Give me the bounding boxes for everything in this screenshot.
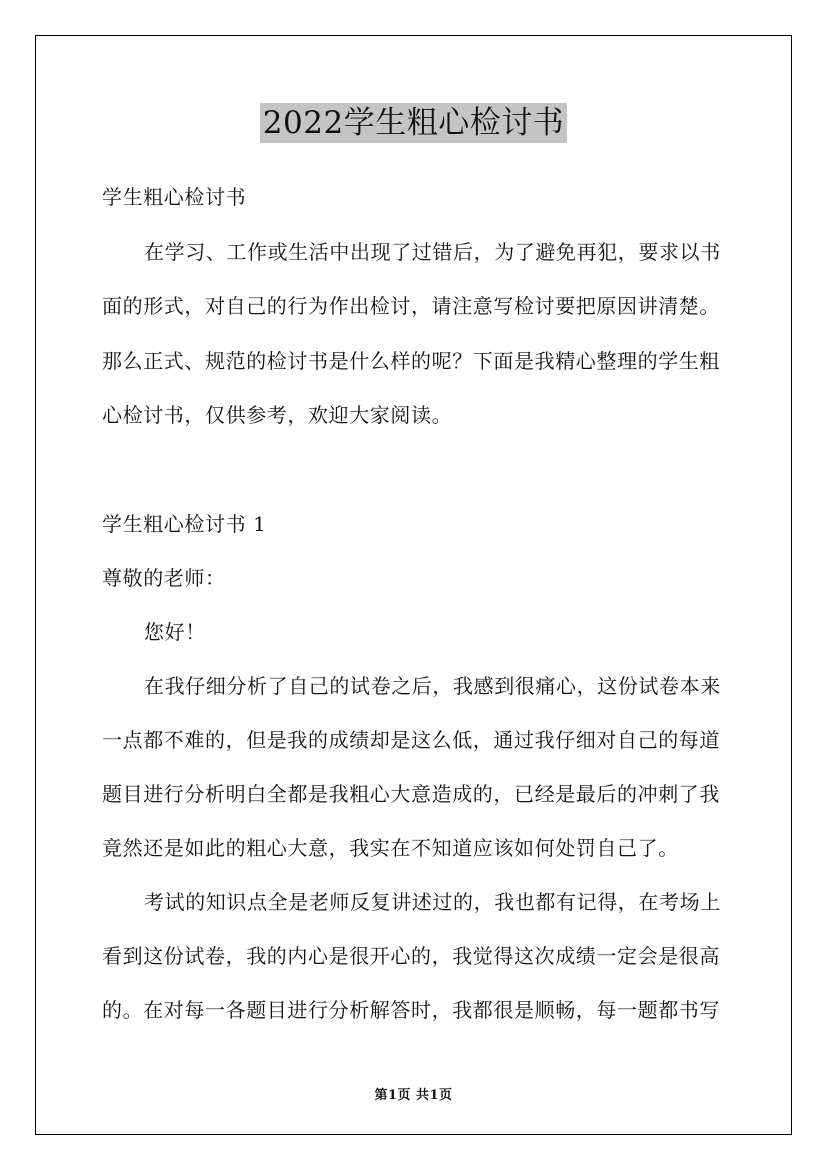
paragraph2-line-1: 考试的知识点全是老师反复讲述过的，我也都有记得，在考场上: [144, 890, 721, 914]
paragraph2-line-3: 的。在对每一各题目进行分析解答时，我都很是顺畅，每一题都书写: [102, 998, 720, 1022]
document-title: [0, 103, 827, 143]
document-title-text: 2022学生粗心检讨书: [260, 103, 567, 143]
salutation: 尊敬的老师：: [102, 566, 226, 590]
paragraph2-line-2: 看到这份试卷，我的内心是很开心的，我觉得这次成绩一定会是很高: [102, 944, 720, 968]
paragraph1-line-3: 题目进行分析明白全都是我粗心大意造成的，已经是最后的冲刺了我: [102, 782, 720, 806]
section-heading: 学生粗心检讨书 1: [102, 512, 267, 536]
paragraph1-line-4: 竟然还是如此的粗心大意，我实在不知道应该如何处罚自己了。: [102, 836, 679, 860]
paragraph1-line-2: 一点都不难的，但是我的成绩却是这么低，通过我仔细对自己的每道: [102, 728, 720, 752]
intro-line-2: 面的形式，对自己的行为作出检讨，请注意写检讨要把原因讲清楚。: [102, 294, 720, 318]
page-footer: 第1页 共1页: [374, 1088, 453, 1103]
greeting: 您好！: [144, 620, 206, 644]
intro-line-1: 在学习、工作或生活中出现了过错后，为了避免再犯，要求以书: [144, 240, 721, 264]
paragraph1-line-1: 在我仔细分析了自己的试卷之后，我感到很痛心，这份试卷本来: [144, 674, 721, 698]
intro-line-3: 那么正式、规范的检讨书是什么样的呢？下面是我精心整理的学生粗: [102, 349, 720, 373]
document-subtitle: 学生粗心检讨书: [102, 185, 247, 209]
intro-line-4: 心检讨书，仅供参考，欢迎大家阅读。: [102, 403, 453, 427]
